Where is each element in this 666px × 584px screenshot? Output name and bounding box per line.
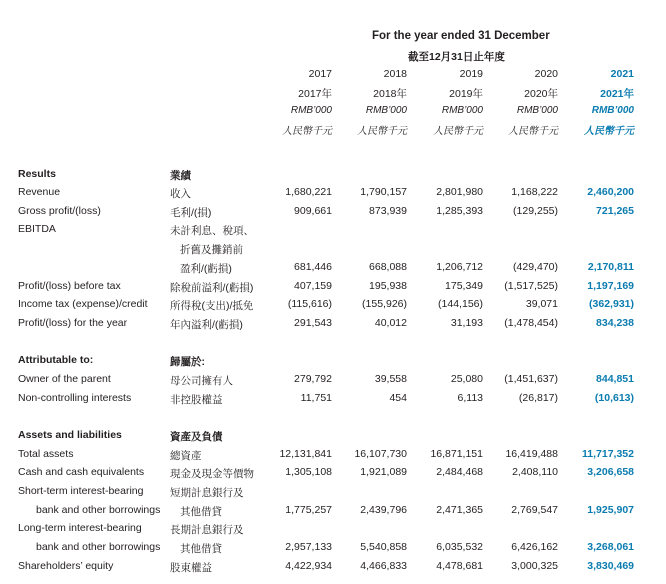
pbt-2018: 195,938: [369, 280, 407, 292]
short-term-label-1: Short-term interest-bearing: [18, 485, 144, 497]
total-assets-label-zh: 總資產: [170, 450, 202, 462]
equity-label: Shareholders’ equity: [18, 560, 114, 572]
revenue-2019: 2,801,980: [436, 186, 483, 198]
short-term-2020: 2,769,547: [511, 504, 558, 516]
nci-label-zh: 非控股權益: [170, 394, 223, 406]
profit-year-label: Profit/(loss) for the year: [18, 317, 128, 329]
nci-label: Non-controlling interests: [18, 392, 132, 404]
gross-profit-2021: 721,265: [596, 205, 634, 217]
gross-profit-label: Gross profit/(loss): [18, 205, 101, 217]
profit-year-2019: 31,193: [450, 317, 483, 329]
cash-2017: 1,305,108: [285, 466, 332, 478]
long-term-label-2: bank and other borrowings: [36, 541, 161, 553]
ebitda-2019: 1,206,712: [436, 261, 483, 273]
attributable-heading: Attributable to:: [18, 354, 94, 366]
year-2021-zh: 2021年: [600, 88, 634, 100]
owner-label: Owner of the parent: [18, 373, 111, 385]
income-tax-2017: (115,616): [287, 298, 332, 310]
total-assets-2019: 16,871,151: [430, 448, 483, 460]
year-2019-zh: 2019年: [449, 88, 483, 100]
revenue-2021: 2,460,200: [587, 186, 634, 198]
pbt-label: Profit/(loss) before tax: [18, 280, 121, 292]
ebitda-label-zh-2: 折舊及攤銷前: [180, 244, 243, 256]
gross-profit-2019: 1,285,393: [436, 205, 483, 217]
long-term-label-zh-2: 其他借貸: [180, 543, 222, 555]
results-heading: Results: [18, 168, 56, 180]
short-term-label-zh-1: 短期計息銀行及: [170, 487, 244, 499]
short-term-2017: 1,775,257: [285, 504, 332, 516]
assets-heading: Assets and liabilities: [18, 429, 122, 441]
income-tax-label: Income tax (expense)/credit: [18, 298, 148, 310]
unit-2021: RMB’000: [591, 105, 634, 116]
attributable-heading-zh: 歸屬於:: [170, 356, 205, 368]
long-term-2020: 6,426,162: [511, 541, 558, 553]
revenue-label-zh: 收入: [170, 188, 191, 200]
gross-profit-2018: 873,939: [369, 205, 407, 217]
profit-year-2021: 834,238: [596, 317, 634, 329]
equity-2017: 4,422,934: [285, 560, 332, 572]
cash-label: Cash and cash equivalents: [18, 466, 145, 478]
profit-year-2018: 40,012: [374, 317, 407, 329]
owner-2019: 25,080: [450, 373, 483, 385]
owner-2021: 844,851: [596, 373, 634, 385]
short-term-2021: 1,925,907: [587, 504, 634, 516]
owner-2018: 39,558: [374, 373, 407, 385]
unit-2019: RMB’000: [441, 105, 483, 116]
revenue-2020: 1,168,222: [511, 186, 558, 198]
year-2020: 2020: [534, 68, 558, 80]
pbt-2017: 407,159: [294, 280, 332, 292]
short-term-2019: 2,471,365: [436, 504, 483, 516]
gross-profit-2017: 909,661: [294, 205, 332, 217]
pbt-2019: 175,349: [445, 280, 483, 292]
equity-2018: 4,466,833: [360, 560, 407, 572]
unit-2017: RMB’000: [290, 105, 332, 116]
unit-zh-2019: 人民幣千元: [433, 126, 483, 137]
ebitda-2018: 668,088: [369, 261, 407, 273]
owner-2020: (1,451,637): [504, 373, 558, 385]
unit-2018: RMB’000: [365, 105, 407, 116]
nci-2017: 11,751: [300, 392, 332, 404]
year-2020-zh: 2020年: [524, 88, 558, 100]
unit-zh-2021: 人民幣千元: [584, 126, 634, 137]
nci-2020: (26,817): [518, 392, 558, 404]
year-2019: 2019: [459, 68, 483, 80]
period-title: For the year ended 31 December: [372, 30, 550, 42]
long-term-2018: 5,540,858: [360, 541, 407, 553]
long-term-label-zh-1: 長期計息銀行及: [170, 524, 244, 536]
ebitda-label-zh-3: 盈利/(虧損): [180, 263, 232, 275]
ebitda-label: EBITDA: [18, 223, 56, 235]
long-term-2021: 3,268,061: [587, 541, 634, 553]
total-assets-2017: 12,131,841: [279, 448, 332, 460]
income-tax-2020: 39,071: [525, 298, 558, 310]
short-term-label-2: bank and other borrowings: [36, 504, 161, 516]
pbt-2021: 1,197,169: [587, 280, 634, 292]
cash-2020: 2,408,110: [512, 466, 558, 478]
nci-2021: (10,613): [594, 392, 634, 404]
equity-2021: 3,830,469: [587, 560, 634, 572]
results-heading-zh: 業績: [170, 170, 191, 182]
owner-label-zh: 母公司擁有人: [170, 375, 233, 387]
long-term-2019: 6,035,532: [436, 541, 483, 553]
year-2017-zh: 2017年: [298, 88, 332, 100]
equity-2020: 3,000,325: [511, 560, 558, 572]
total-assets-2021: 11,717,352: [582, 448, 634, 460]
profit-year-2020: (1,478,454): [504, 317, 558, 329]
short-term-2018: 2,439,796: [360, 504, 407, 516]
period-title-zh: 截至12月31日止年度: [408, 51, 505, 63]
revenue-2017: 1,680,221: [285, 186, 332, 198]
revenue-2018: 1,790,157: [360, 186, 407, 198]
total-assets-2020: 16,419,488: [505, 448, 558, 460]
long-term-2017: 2,957,133: [285, 541, 332, 553]
total-assets-2018: 16,107,730: [354, 448, 407, 460]
ebitda-label-zh-1: 未計利息、稅項、: [170, 225, 254, 237]
unit-zh-2018: 人民幣千元: [357, 126, 407, 137]
owner-2017: 279,792: [294, 373, 332, 385]
profit-year-2017: 291,543: [294, 317, 332, 329]
equity-2019: 4,478,681: [436, 560, 483, 572]
income-tax-2019: (144,156): [438, 298, 483, 310]
cash-2021: 3,206,658: [587, 466, 634, 478]
income-tax-2021: (362,931): [589, 298, 634, 310]
pbt-label-zh: 除稅前溢利/(虧損): [170, 282, 254, 294]
nci-2018: 454: [389, 392, 407, 404]
year-2018-zh: 2018年: [373, 88, 407, 100]
cash-label-zh: 現金及現金等價物: [170, 468, 254, 480]
income-tax-label-zh: 所得稅(支出)/抵免: [170, 300, 254, 312]
ebitda-2020: (429,470): [513, 261, 558, 273]
total-assets-label: Total assets: [18, 448, 74, 460]
profit-year-label-zh: 年內溢利/(虧損): [170, 319, 243, 331]
income-tax-2018: (155,926): [362, 298, 407, 310]
gross-profit-label-zh: 毛利/(損): [170, 207, 212, 219]
year-2017: 2017: [308, 68, 332, 80]
unit-2020: RMB’000: [516, 105, 558, 116]
year-2018: 2018: [383, 68, 407, 80]
pbt-2020: (1,517,525): [504, 280, 558, 292]
revenue-label: Revenue: [18, 186, 61, 198]
ebitda-2021: 2,170,811: [587, 261, 634, 273]
nci-2019: 6,113: [457, 392, 483, 404]
unit-zh-2020: 人民幣千元: [508, 126, 558, 137]
long-term-label-1: Long-term interest-bearing: [18, 522, 142, 534]
assets-heading-zh: 資產及負債: [170, 431, 223, 443]
cash-2019: 2,484,468: [436, 466, 483, 478]
cash-2018: 1,921,089: [360, 466, 407, 478]
gross-profit-2020: (129,255): [513, 205, 558, 217]
unit-zh-2017: 人民幣千元: [282, 126, 332, 137]
year-2021: 2021: [610, 68, 634, 80]
equity-label-zh: 股東權益: [170, 562, 212, 574]
short-term-label-zh-2: 其他借貸: [180, 506, 222, 518]
ebitda-2017: 681,446: [294, 261, 332, 273]
